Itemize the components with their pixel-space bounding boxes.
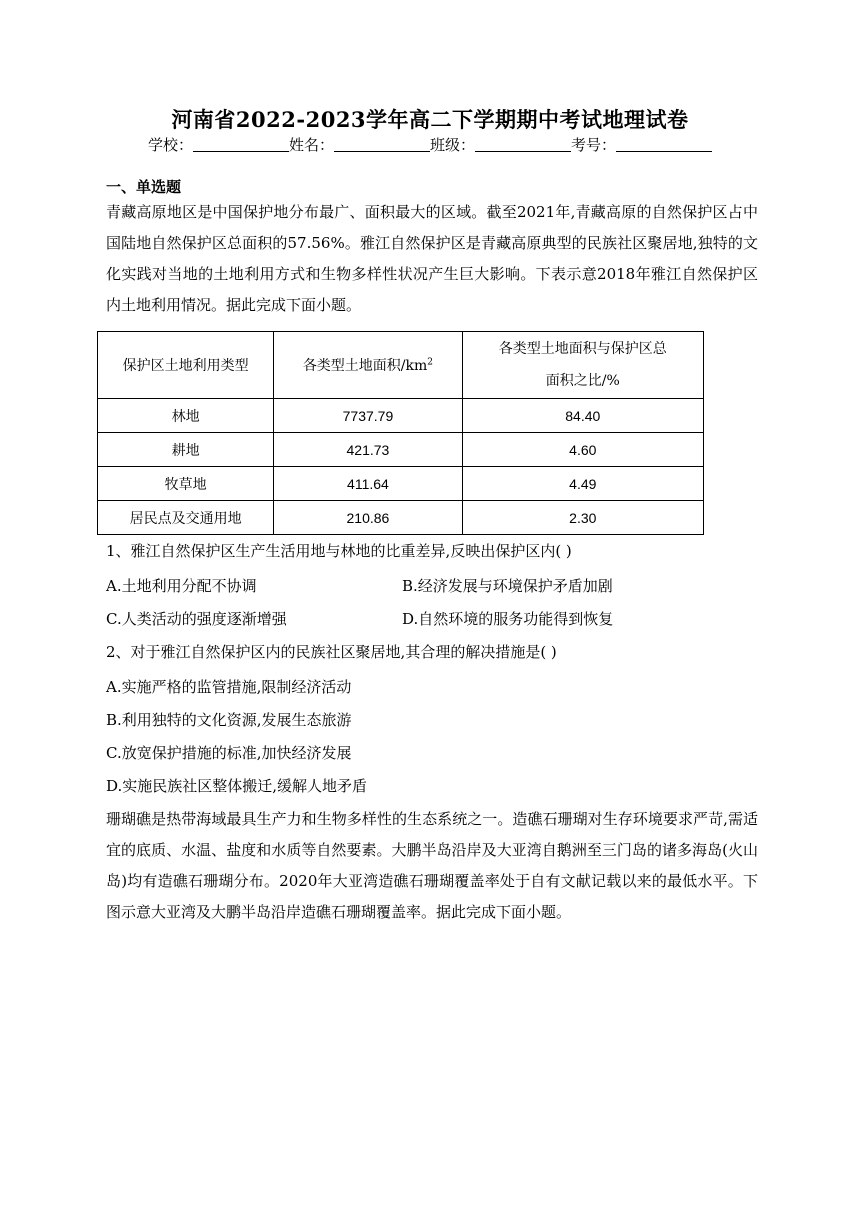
table-cell-area: 411.64 — [274, 467, 462, 501]
table-header-ratio-line1: 各类型土地面积与保护区总 — [498, 341, 667, 357]
table-cell-area: 421.73 — [274, 433, 462, 467]
question-1-option-c[interactable]: C.人类活动的强度逐渐增强 — [106, 610, 287, 628]
table-cell-area: 7737.79 — [274, 399, 462, 433]
table-header-ratio-line2: 面积之比/% — [545, 373, 620, 389]
exam-number-field — [571, 136, 712, 154]
table-cell-area: 210.86 — [274, 501, 462, 535]
question-1-stem: 1、雅江自然保护区生产生活用地与林地的比重差异,反映出保护区内( ) — [106, 542, 572, 560]
table-cell-type: 居民点及交通用地 — [98, 501, 274, 535]
land-use-table — [97, 331, 704, 535]
table-header-row — [98, 332, 704, 399]
table-cell-type: 林地 — [98, 399, 274, 433]
table-row — [98, 399, 704, 433]
table-header-area — [274, 332, 462, 399]
section-title: 一、单选题 — [106, 178, 182, 196]
question-1-option-a[interactable]: A.土地利用分配不协调 — [106, 577, 257, 595]
class-blank[interactable] — [475, 137, 571, 152]
table-cell-ratio: 84.40 — [462, 399, 703, 433]
passage-1: 青藏高原地区是中国保护地分布最广、面积最大的区域。截至2021年,青藏高原的自然保护区占中国陆地自然保护区总面积的57.56%。雅江自然保护区是青藏高原典型的民族社区聚居地,独特的文化实践对当地的土地利用方式和生物多样性状况产生巨大影响。下表示意2018年雅江自然保护区内土地利用情况。据此完成下面小题。 — [106, 203, 758, 314]
student-info-line — [0, 134, 860, 155]
class-label: 班级： — [430, 136, 476, 154]
table-header-area-text: 各类型土地面积/km — [302, 358, 428, 374]
class-field — [430, 136, 571, 154]
question-1-option-b[interactable]: B.经济发展与环境保护矛盾加剧 — [402, 577, 613, 595]
table-row — [98, 467, 704, 501]
question-1-option-d[interactable]: D.自然环境的服务功能得到恢复 — [402, 610, 614, 628]
name-field — [289, 136, 430, 154]
document-title: 河南省2022-2023学年高二下学期期中考试地理试卷 — [171, 107, 689, 132]
table-cell-ratio: 4.60 — [462, 433, 703, 467]
question-2-option-d[interactable]: D.实施民族社区整体搬迁,缓解人地矛盾 — [106, 777, 368, 795]
question-2-option-c[interactable]: C.放宽保护措施的标准,加快经济发展 — [106, 744, 352, 762]
table-header-type: 保护区土地利用类型 — [98, 332, 274, 399]
exam-number-blank[interactable] — [616, 137, 712, 152]
table-row — [98, 433, 704, 467]
question-2-option-a[interactable]: A.实施严格的监管措施,限制经济活动 — [106, 678, 352, 696]
table-row — [98, 501, 704, 535]
question-2-stem: 2、对于雅江自然保护区内的民族社区聚居地,其合理的解决措施是( ) — [106, 643, 557, 661]
table-cell-ratio: 4.49 — [462, 467, 703, 501]
table-cell-type: 耕地 — [98, 433, 274, 467]
table-header-ratio — [462, 332, 703, 399]
school-field — [148, 136, 289, 154]
table-cell-ratio: 2.30 — [462, 501, 703, 535]
school-label: 学校： — [147, 136, 193, 154]
name-blank[interactable] — [334, 137, 430, 152]
question-2-option-b[interactable]: B.利用独特的文化资源,发展生态旅游 — [106, 711, 352, 729]
exam-number-label: 考号： — [571, 136, 617, 154]
passage-2: 珊瑚礁是热带海域最具生产力和生物多样性的生态系统之一。造礁石珊瑚对生存环境要求严苛,需适宜的底质、水温、盐度和水质等自然要素。大鹏半岛沿岸及大亚湾自鹅洲至三门岛的诸多海岛(火山岛)均有造礁石珊瑚分布。2020年大亚湾造礁石珊瑚覆盖率处于自有文献记载以来的最低水平。下图示意大亚湾及大鹏半岛沿岸造礁石珊瑚覆盖率。据此完成下面小题。 — [106, 810, 758, 921]
table-cell-type: 牧草地 — [98, 467, 274, 501]
school-blank[interactable] — [193, 137, 289, 152]
name-label: 姓名： — [288, 136, 334, 154]
table-header-area-sup: 2 — [427, 357, 434, 368]
